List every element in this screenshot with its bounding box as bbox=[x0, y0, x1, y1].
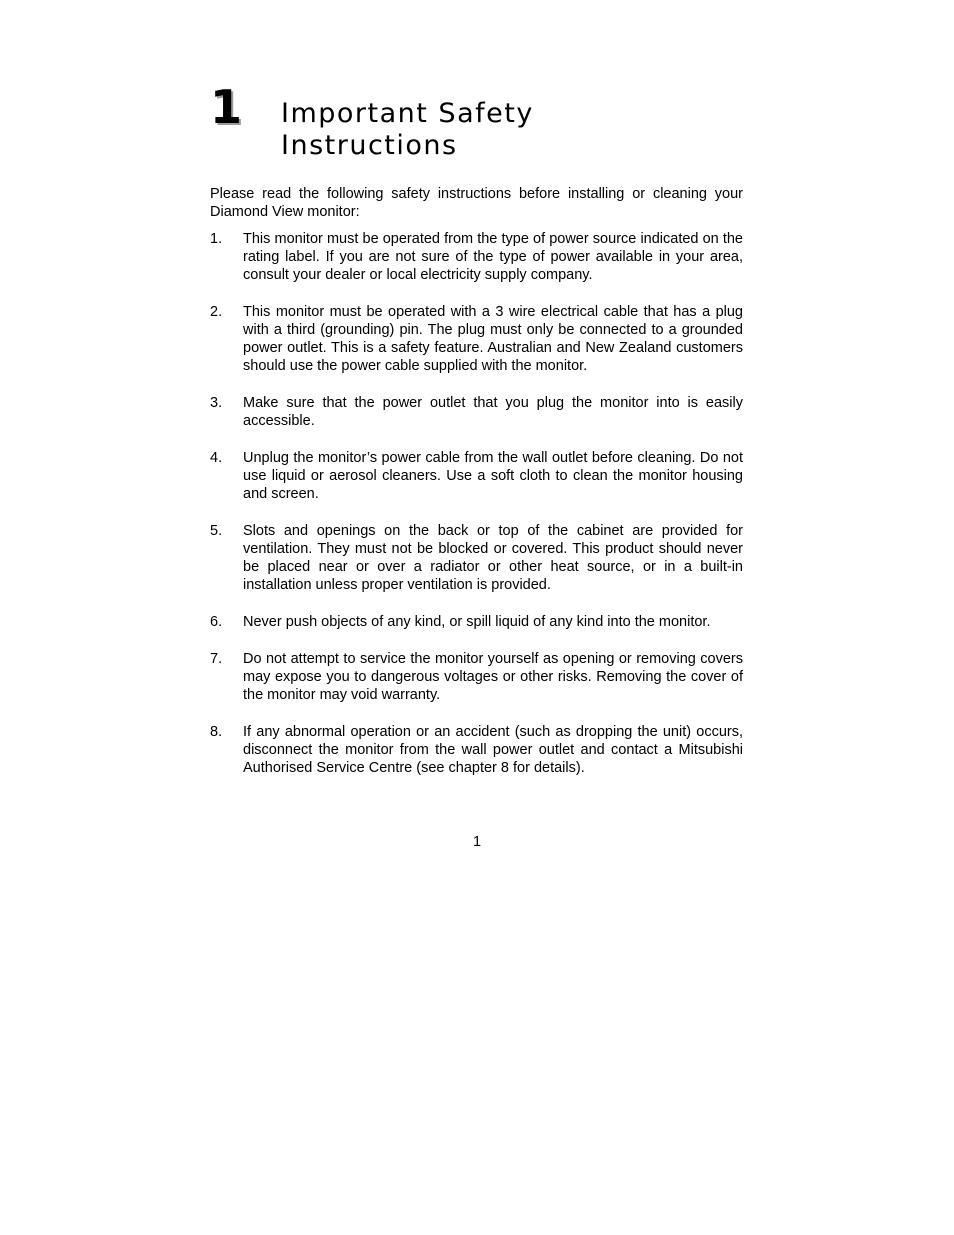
list-item bbox=[210, 613, 743, 631]
chapter-number: 1 bbox=[210, 80, 243, 134]
item-number: 2. bbox=[210, 304, 223, 320]
item-text: Slots and openings on the back or top of the cabinet are provided for ventilation. They must not be blocked or covered. This product should never be placed near or over a radiator or other heat source, or in a built-in installation unless proper ventilation is provided. bbox=[243, 523, 743, 593]
page-number: 1 bbox=[472, 834, 482, 850]
item-text: Do not attempt to service the monitor yourself as opening or removing covers may expose you to dangerous voltages or other risks. Removing the cover of the monitor may void warranty. bbox=[243, 651, 743, 703]
list-item bbox=[210, 650, 743, 704]
item-text: Make sure that the power outlet that you plug the monitor into is easily accessible. bbox=[243, 395, 743, 429]
item-number: 3. bbox=[210, 395, 223, 411]
item-number: 7. bbox=[210, 651, 223, 667]
list-item bbox=[210, 303, 743, 375]
item-text: This monitor must be operated with a 3 wire electrical cable that has a plug with a third (grounding) pin. The plug must only be connected to a grounded power outlet. This is a safety feature. Australian and New Zealand customers should use the power cable supplied with the monitor. bbox=[243, 304, 743, 374]
list-item bbox=[210, 230, 743, 284]
chapter-title-line-2: Instructions bbox=[281, 130, 458, 161]
chapter-title bbox=[281, 98, 741, 162]
list-item bbox=[210, 394, 743, 430]
item-number: 8. bbox=[210, 724, 223, 740]
item-number: 5. bbox=[210, 523, 223, 539]
item-text: Unplug the monitor’s power cable from the wall outlet before cleaning. Do not use liquid or aerosol cleaners. Use a soft cloth to clean the monitor housing and screen. bbox=[243, 450, 743, 502]
list-item bbox=[210, 723, 743, 777]
item-number: 4. bbox=[210, 450, 223, 466]
safety-instruction-list bbox=[210, 230, 743, 796]
item-number: 1. bbox=[210, 231, 223, 247]
intro-paragraph: Please read the following safety instructions before installing or cleaning your Diamond View monitor: bbox=[210, 186, 743, 220]
item-number: 6. bbox=[210, 614, 223, 630]
chapter-title-line-1: Important Safety bbox=[281, 98, 534, 129]
item-text: Never push objects of any kind, or spill liquid of any kind into the monitor. bbox=[243, 614, 711, 630]
item-text: This monitor must be operated from the type of power source indicated on the rating label. If you are not sure of the type of power available in your area, consult your dealer or local electricity supply company. bbox=[243, 231, 743, 283]
item-text: If any abnormal operation or an accident (such as dropping the unit) occurs, disconnect the monitor from the wall power outlet and contact a Mitsubishi Authorised Service Centre (see chapter 8 for details). bbox=[243, 724, 743, 776]
list-item bbox=[210, 522, 743, 594]
list-item bbox=[210, 449, 743, 503]
